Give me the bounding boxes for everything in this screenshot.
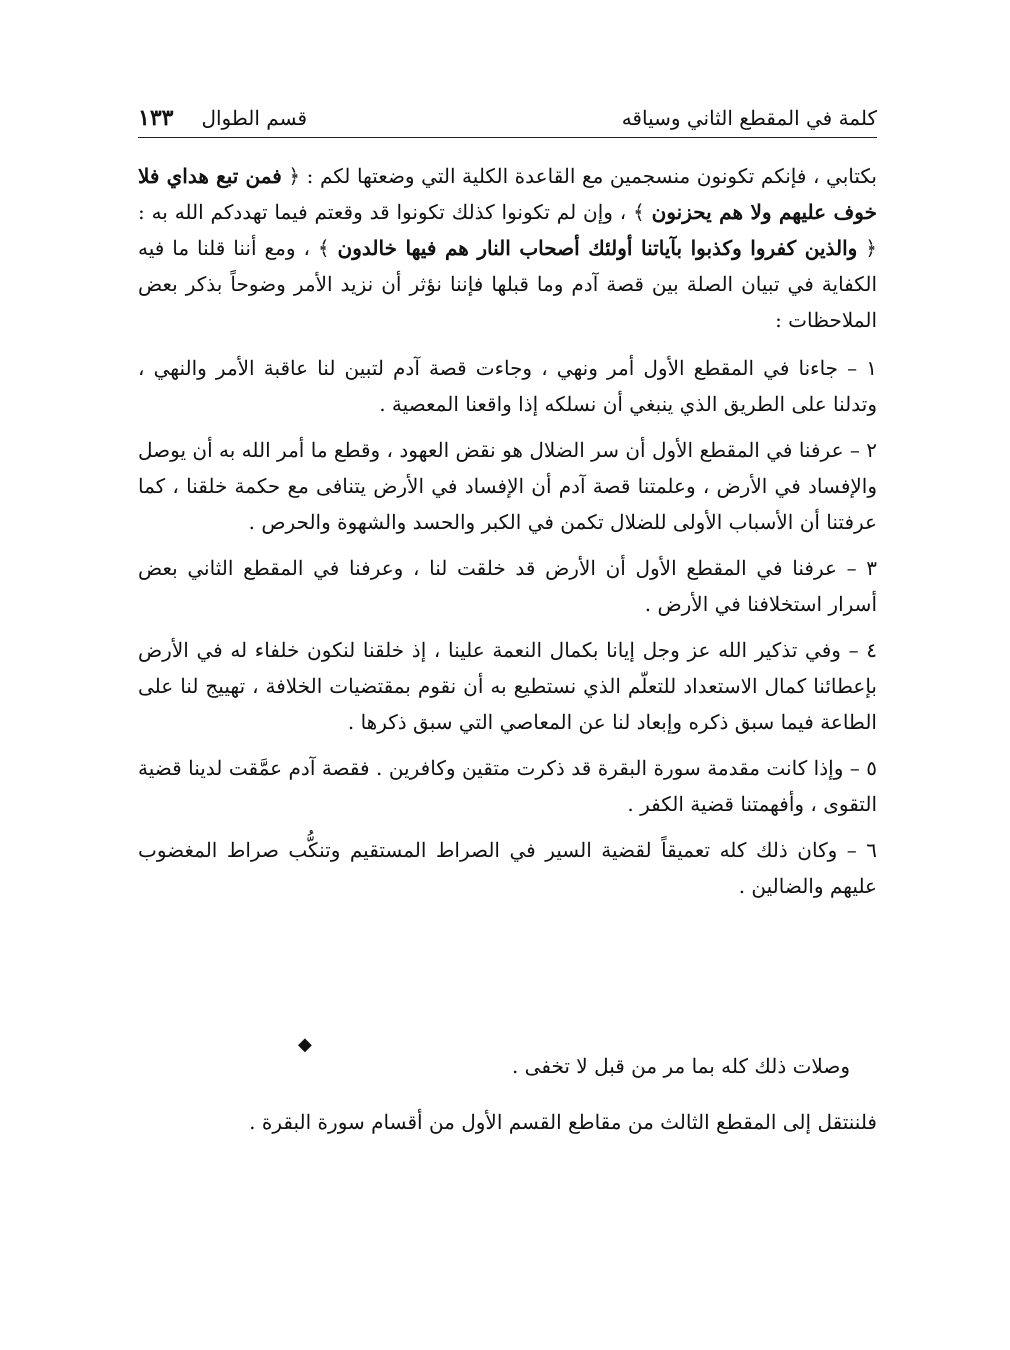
quran-quote-2: والذين كفروا وكذبوا بآياتنا أولئك أصحاب النار هم فيها خالدون bbox=[337, 236, 858, 260]
point-2: ٢ – عرفنا في المقطع الأول أن سر الضلال هو نقض العهود ، وقطع ما أمر الله به أن يوصل والإفساد في الأرض ، وعلمتنا قصة آدم أن الإفساد في الأرض يتنافى مع حكمة خلقنا ، كما عرفتنا أن الأسباب الأولى للضلال تكمن في الكبر والحسد والشهوة والحرص . bbox=[138, 438, 877, 534]
page-number: ١٣٣ bbox=[138, 105, 174, 131]
point-6: ٦ – وكان ذلك كله تعميقاً لقضية السير في الصراط المستقيم وتنكُّب صراط المغضوب عليهم والضالين . bbox=[138, 838, 877, 898]
closing-line-1: وصلات ذلك كله بما مر من قبل لا تخفى . bbox=[511, 1054, 850, 1078]
section-divider-ornament: ◆ bbox=[298, 1034, 312, 1055]
quran-quote-1: فمن تبع هداي فلا خوف عليهم ولا هم يحزنون bbox=[138, 164, 877, 224]
header-rule bbox=[138, 137, 877, 138]
intro-text-2: ﴾ ، وإن لم تكونوا كذلك تكونوا قد وقعتم فيما تهددكم الله به : ﴿ bbox=[138, 200, 877, 260]
point-1: ١ – جاءنا في المقطع الأول أمر ونهي ، وجاءت قصة آدم لتبين لنا عاقبة الأمر والنهي ، وتدلنا على الطريق الذي ينبغي أن نسلكه إذا واقعنا المعصية . bbox=[138, 356, 877, 416]
page-body bbox=[138, 158, 877, 914]
intro-text-3: ﴾ ، ومع أننا قلنا ما فيه الكفاية في تبيان الصلة بين قصة آدم وما قبلها فإننا نؤثر أن نزيد الأمر وضوحاً بذكر بعض الملاحظات : bbox=[138, 236, 877, 332]
intro-text-1: بكتابي ، فإنكم تكونون منسجمين مع القاعدة الكلية التي وضعتها لكم : ﴿ bbox=[281, 164, 877, 188]
header-left-group bbox=[138, 105, 307, 131]
point-3: ٣ – عرفنا في المقطع الأول أن الأرض قد خلقت لنا ، وعرفنا في المقطع الثاني بعض أسرار استخلافنا في الأرض . bbox=[138, 556, 877, 616]
section-name: قسم الطوال bbox=[201, 106, 307, 130]
intro-paragraph bbox=[138, 158, 877, 338]
running-header bbox=[138, 98, 877, 138]
point-5: ٥ – وإذا كانت مقدمة سورة البقرة قد ذكرت متقين وكافرين . فقصة آدم عمَّقت لدينا قضية التقوى ، وأفهمتنا قضية الكفر . bbox=[138, 756, 877, 816]
closing-line-2: فلننتقل إلى المقطع الثالث من مقاطع القسم الأول من أقسام سورة البقرة . bbox=[249, 1110, 877, 1134]
point-4: ٤ – وفي تذكير الله عز وجل إيانا بكمال النعمة علينا ، إذ خلقنا لنكون خلفاء له في الأرض بإعطائنا كمال الاستعداد للتعلّم الذي نستطيع به أن نقوم بمقتضيات الخلافة ، تهييج لنا على الطاعة فيما سبق ذكره وإبعاد لنا عن المعاصي التي سبق ذكرها . bbox=[138, 638, 877, 734]
chapter-title: كلمة في المقطع الثاني وسياقه bbox=[621, 106, 877, 130]
